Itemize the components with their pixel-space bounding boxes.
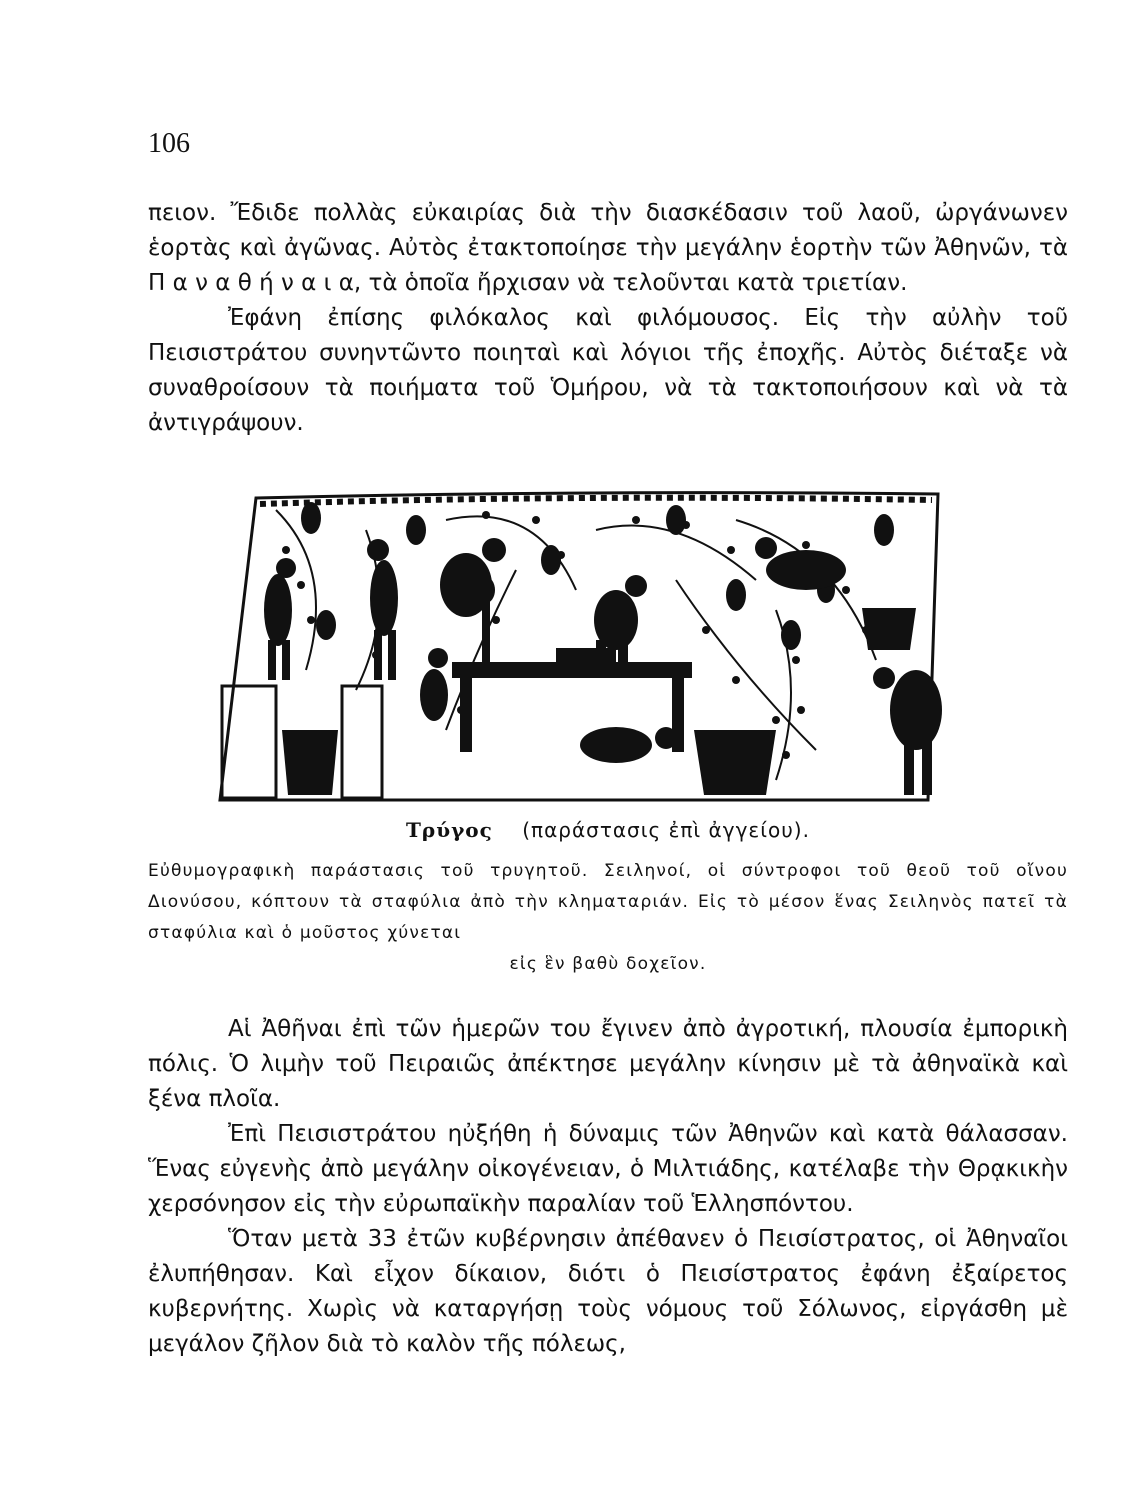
caption-line: εἰς ἓν βαθὺ δοχεῖον. <box>509 954 707 974</box>
caption-subtitle: (παράστασις ἐπὶ ἀγγείου). <box>522 818 810 842</box>
caption-line: Εὐθυμογραφικὴ παράστασις τοῦ τρυγητοῦ. Σειληνοί, οἱ σύντροφοι τοῦ θεοῦ τοῦ οἴνου Διονύσου, κόπτουν τὰ σταφύλια ἀπὸ τὴν κληματαριάν. Εἰς τὸ μέσον ἕνας Σειληνὸς πατεῖ τὰ σταφύλια καὶ ὁ μοῦστος χύνεται <box>148 861 1068 943</box>
grape-harvest-vase-scene <box>216 490 942 808</box>
paragraph: Ἐπὶ Πεισιστράτου ηὐξήθη ἡ δύναμις τῶν Ἀθηνῶν καὶ κατὰ θάλασσαν. Ἕνας εὐγενὴς ἀπὸ μεγάλην οἰκογένειαν, ὁ Μιλτιάδης, κατέλαβε τὴν Θρᾳκικὴν χερσόνησον εἰς τὴν εὐρωπαϊκὴν παραλίαν τοῦ Ἑλλησπόντου. <box>148 1121 1068 1217</box>
bottom-text-block <box>148 1012 1068 1362</box>
top-text-block <box>148 196 1068 441</box>
figure-caption-text <box>148 856 1068 980</box>
paragraph: Ἐφάνη ἐπίσης φιλόκαλος καὶ φιλόμουσος. Εἰς τὴν αὐλὴν τοῦ Πεισιστράτου συνηντῶντο ποιηταὶ καὶ λόγιοι τῆς ἐποχῆς. Αὐτὸς διέταξε νὰ συναθροίσουν τὰ ποιήματα τοῦ Ὁμήρου, νὰ τὰ τακτοποιήσουν καὶ νὰ τὰ ἀντιγράψουν. <box>148 305 1068 436</box>
figure-caption-title <box>148 818 1068 842</box>
caption-title-bold: Τρύγος <box>406 818 493 842</box>
paragraph: πειον. Ἔδιδε πολλὰς εὐκαιρίας διὰ τὴν διασκέδασιν τοῦ λαοῦ, ὠργάνωνεν ἑορτὰς καὶ ἀγῶνας. Αὐτὸς ἐτακτοποίησε τὴν μεγάλην ἑορτὴν τῶν Ἀθηνῶν, τὰ Π α ν α θ ή ν α ι α, τὰ ὁποῖα ἤρχισαν νὰ τελοῦνται κατὰ τριετίαν. <box>148 200 1068 296</box>
vase-illustration <box>216 490 942 808</box>
paragraph: Αἱ Ἀθῆναι ἐπὶ τῶν ἡμερῶν του ἔγινεν ἀπὸ ἀγροτική, πλουσία ἐμπορικὴ πόλις. Ὁ λιμὴν τοῦ Πειραιῶς ἀπέκτησε μεγάλην κίνησιν μὲ τὰ ἀθηναϊκὰ καὶ ξένα πλοῖα. <box>148 1016 1068 1112</box>
page-number: 106 <box>148 128 190 159</box>
paragraph: Ὅταν μετὰ 33 ἐτῶν κυβέρνησιν ἀπέθανεν ὁ Πεισίστρατος, οἱ Ἀθηναῖοι ἐλυπήθησαν. Καὶ εἶχον δίκαιον, διότι ὁ Πεισίστρατος ἐφάνη ἐξαίρετος κυβερνήτης. Χωρὶς νὰ καταργήσῃ τοὺς νόμους τοῦ Σόλωνος, εἰργάσθη μὲ μεγάλον ζῆλον διὰ τὸ καλὸν τῆς πόλεως, <box>148 1226 1068 1357</box>
